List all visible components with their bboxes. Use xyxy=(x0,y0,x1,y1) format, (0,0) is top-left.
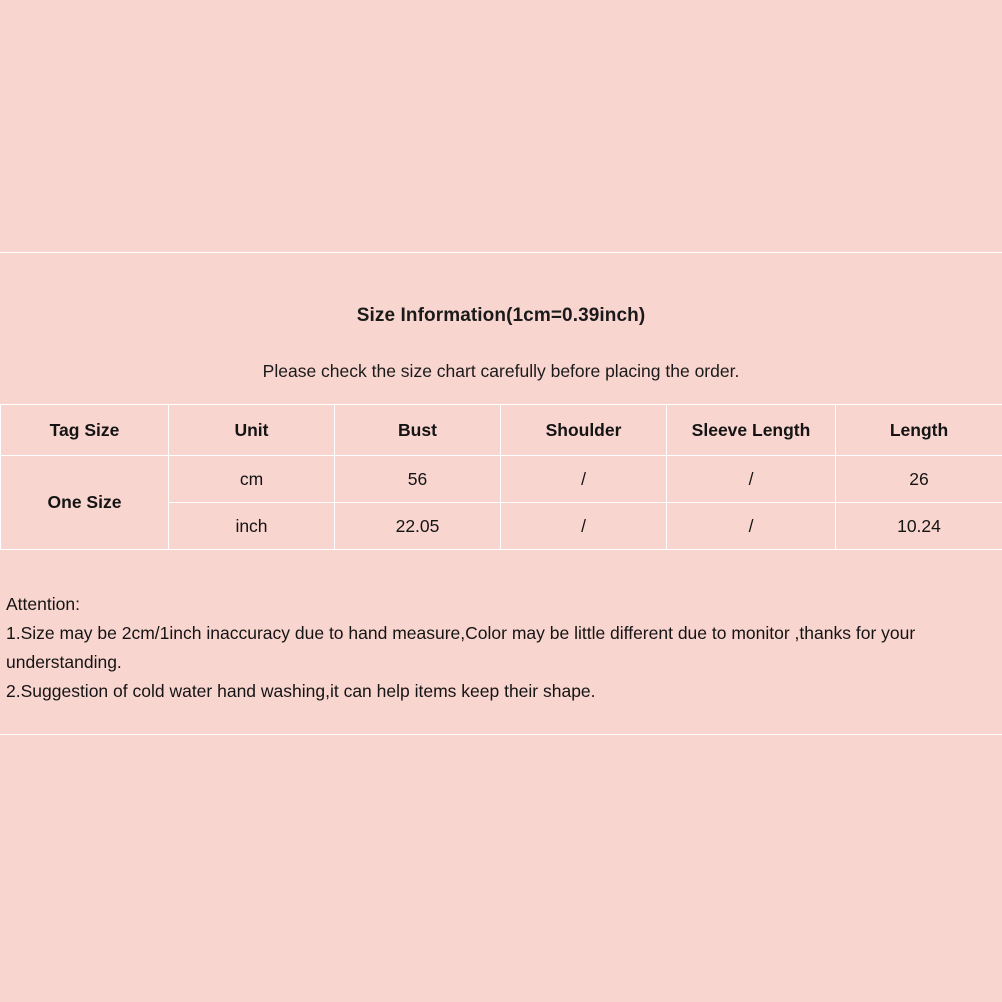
attention-note-1: 1.Size may be 2cm/1inch inaccuracy due to hand measure,Color may be little different due to monitor ,thanks for your understanding. xyxy=(6,623,916,672)
cell-sleeve-length-cm: / xyxy=(667,456,836,503)
column-header-length: Length xyxy=(836,405,1002,456)
cell-unit-cm: cm xyxy=(169,456,335,503)
attention-heading: Attention: xyxy=(6,594,80,614)
column-header-tag-size: Tag Size xyxy=(1,405,169,456)
page-subtitle: Please check the size chart carefully before placing the order. xyxy=(262,361,740,381)
column-header-unit: Unit xyxy=(169,405,335,456)
table-header-row xyxy=(1,405,1002,456)
page-title: Size Information(1cm=0.39inch) xyxy=(356,305,646,326)
attention-block xyxy=(0,550,1002,734)
size-chart-card xyxy=(0,252,1002,735)
cell-sleeve-length-inch: / xyxy=(667,503,836,550)
column-header-sleeve-length: Sleeve Length xyxy=(667,405,836,456)
column-header-shoulder: Shoulder xyxy=(501,405,667,456)
attention-note-2: 2.Suggestion of cold water hand washing,it can help items keep their shape. xyxy=(6,681,596,701)
cell-length-inch: 10.24 xyxy=(836,503,1002,550)
table-row xyxy=(1,456,1002,503)
cell-bust-cm: 56 xyxy=(335,456,501,503)
cell-tag-size: One Size xyxy=(1,456,169,550)
size-table xyxy=(0,404,1002,550)
column-header-bust: Bust xyxy=(335,405,501,456)
cell-shoulder-cm: / xyxy=(501,456,667,503)
cell-length-cm: 26 xyxy=(836,456,1002,503)
cell-bust-inch: 22.05 xyxy=(335,503,501,550)
cell-unit-inch: inch xyxy=(169,503,335,550)
cell-shoulder-inch: / xyxy=(501,503,667,550)
chart-header xyxy=(0,253,1002,404)
